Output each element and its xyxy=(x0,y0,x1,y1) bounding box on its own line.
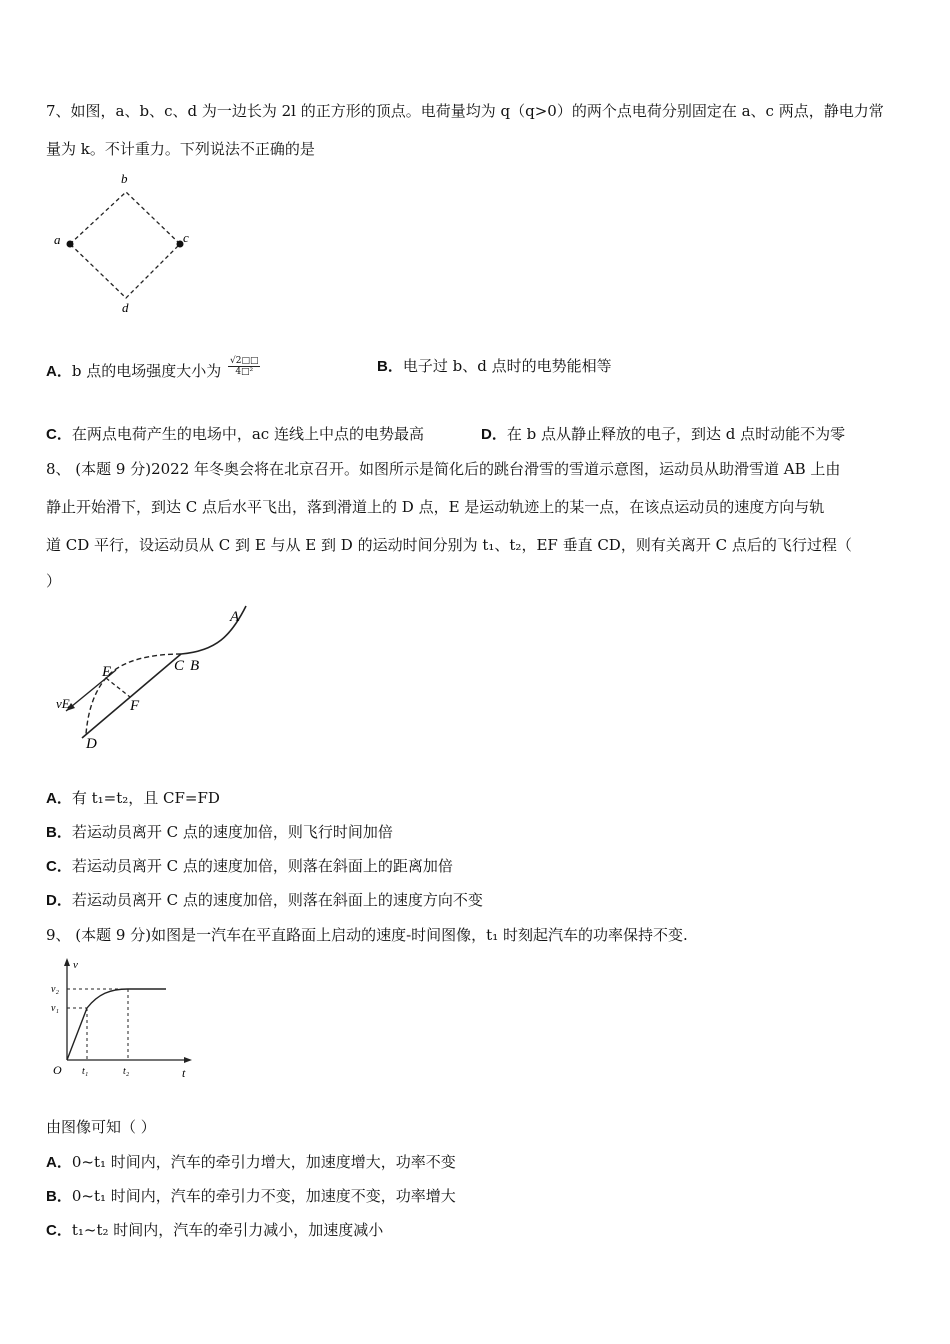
q7-option-a-formula xyxy=(228,356,260,377)
label-d: d xyxy=(122,300,129,315)
q9-vt-graph xyxy=(46,956,206,1082)
q7-option-a xyxy=(46,356,260,382)
formula-numerator: √2□□ xyxy=(230,356,259,366)
q7-stem-line1: 7、如图，a、b、c、d 为一边长为 2l 的正方形的顶点。电荷量均为 q（q>0）的两个点电荷分别固定在 a、c 两点，静电力常 xyxy=(46,102,884,120)
charge-a-dot xyxy=(67,241,74,248)
q7-option-d xyxy=(481,424,845,445)
q8-option-a xyxy=(46,788,220,809)
q9-option-b-label: B． xyxy=(46,1188,72,1205)
q9-option-c-text: t₁~t₂ 时间内，汽车的牵引力减小，加速度减小 xyxy=(71,1221,384,1239)
q9-stem-line1: 9、 (本题 9 分)如图是一汽车在平直路面上启动的速度-时间图像，t₁ 时刻起汽车的功率保持不变. xyxy=(46,926,688,944)
q8-option-b-text: 若运动员离开 C 点的速度加倍，则飞行时间加倍 xyxy=(71,823,393,841)
label-v2: v₂ xyxy=(51,984,59,995)
q7-stem-line2: 量为 k。不计重力。下列说法不正确的是 xyxy=(46,140,315,158)
q9-option-a-label: A． xyxy=(46,1154,72,1171)
q7-option-c-text: 在两点电荷产生的电场中，ac 连线上中点的电势最高 xyxy=(71,425,424,443)
label-v: v xyxy=(73,959,78,971)
q9-option-c-label: C． xyxy=(46,1222,72,1239)
q7-option-d-label: D． xyxy=(481,426,507,443)
label-D: D xyxy=(86,736,97,752)
t-axis-arrow xyxy=(184,1057,192,1063)
formula-denominator: 4□² xyxy=(235,367,254,377)
label-F: F xyxy=(130,698,140,714)
q8-stem-line2: 静止开始滑下，到达 C 点后水平飞出，落到滑道上的 D 点，E 是运动轨迹上的某一点，在该点运动员的速度方向与轨 xyxy=(46,498,825,516)
q9-option-c xyxy=(46,1220,383,1241)
q9-option-b-text: 0~t₁ 时间内，汽车的牵引力不变，加速度不变，功率增大 xyxy=(71,1187,456,1205)
q9-option-b xyxy=(46,1186,456,1207)
label-vE: vE xyxy=(56,696,70,711)
q8-option-c-text: 若运动员离开 C 点的速度加倍，则落在斜面上的距离加倍 xyxy=(71,857,453,875)
q7-option-d-text: 在 b 点从静止释放的电子，到达 d 点时动能不为零 xyxy=(506,425,846,443)
q8-option-b xyxy=(46,822,393,843)
label-C: C xyxy=(174,658,185,674)
q7-option-c-label: C． xyxy=(46,426,72,443)
q7-option-b-text: 电子过 b、d 点时的电势能相等 xyxy=(402,357,612,375)
label-t1: t₁ xyxy=(82,1066,89,1077)
q9-option-a xyxy=(46,1152,456,1173)
q9-option-a-text: 0~t₁ 时间内，汽车的牵引力增大，加速度增大，功率不变 xyxy=(71,1153,456,1171)
q8-stem-line3: 道 CD 平行，设运动员从 C 到 E 与从 E 到 D 的运动时间分别为 t₁、t₂，EF 垂直 CD，则有关离开 C 点后的飞行过程（ xyxy=(46,536,852,554)
q7-option-a-label: A． xyxy=(46,363,72,380)
q7-option-a-text: b 点的电场强度大小为 xyxy=(71,362,222,380)
label-B: B xyxy=(190,658,200,674)
label-t: t xyxy=(182,1066,186,1080)
q7-square-figure xyxy=(46,168,206,318)
q8-ski-jump-figure xyxy=(46,596,276,762)
q8-option-c-label: C． xyxy=(46,858,72,875)
q8-option-c xyxy=(46,856,453,877)
q8-stem-line4: ） xyxy=(46,572,62,590)
label-a: a xyxy=(54,232,61,247)
v-axis-arrow xyxy=(64,958,70,966)
label-E: E xyxy=(102,664,112,680)
label-t2: t₂ xyxy=(123,1066,130,1077)
q8-option-b-label: B． xyxy=(46,824,72,841)
q7-option-b-label: B． xyxy=(377,358,403,375)
label-c: c xyxy=(183,230,189,245)
ef-dashed-line xyxy=(106,678,130,697)
label-v1: v₁ xyxy=(51,1003,59,1014)
q7-option-b xyxy=(377,356,612,377)
q8-option-a-text: 有 t₁=t₂，且 CF=FD xyxy=(71,789,220,807)
velocity-curve xyxy=(67,989,166,1060)
q8-option-d xyxy=(46,890,483,911)
slope-cd-line xyxy=(82,654,181,738)
q8-option-d-label: D． xyxy=(46,892,72,909)
q8-option-a-label: A． xyxy=(46,790,72,807)
label-O: O xyxy=(53,1063,62,1077)
q9-stem-line2: 由图像可知（ ） xyxy=(46,1118,156,1136)
q8-stem-line1: 8、 (本题 9 分)2022 年冬奥会将在北京召开。如图所示是简化后的跳台滑雪的雪道示意图，运动员从助滑雪道 AB 上由 xyxy=(46,460,841,478)
label-A: A xyxy=(230,609,240,625)
label-b: b xyxy=(121,171,128,186)
q8-option-d-text: 若运动员离开 C 点的速度加倍，则落在斜面上的速度方向不变 xyxy=(71,891,483,909)
q7-option-c xyxy=(46,424,424,445)
